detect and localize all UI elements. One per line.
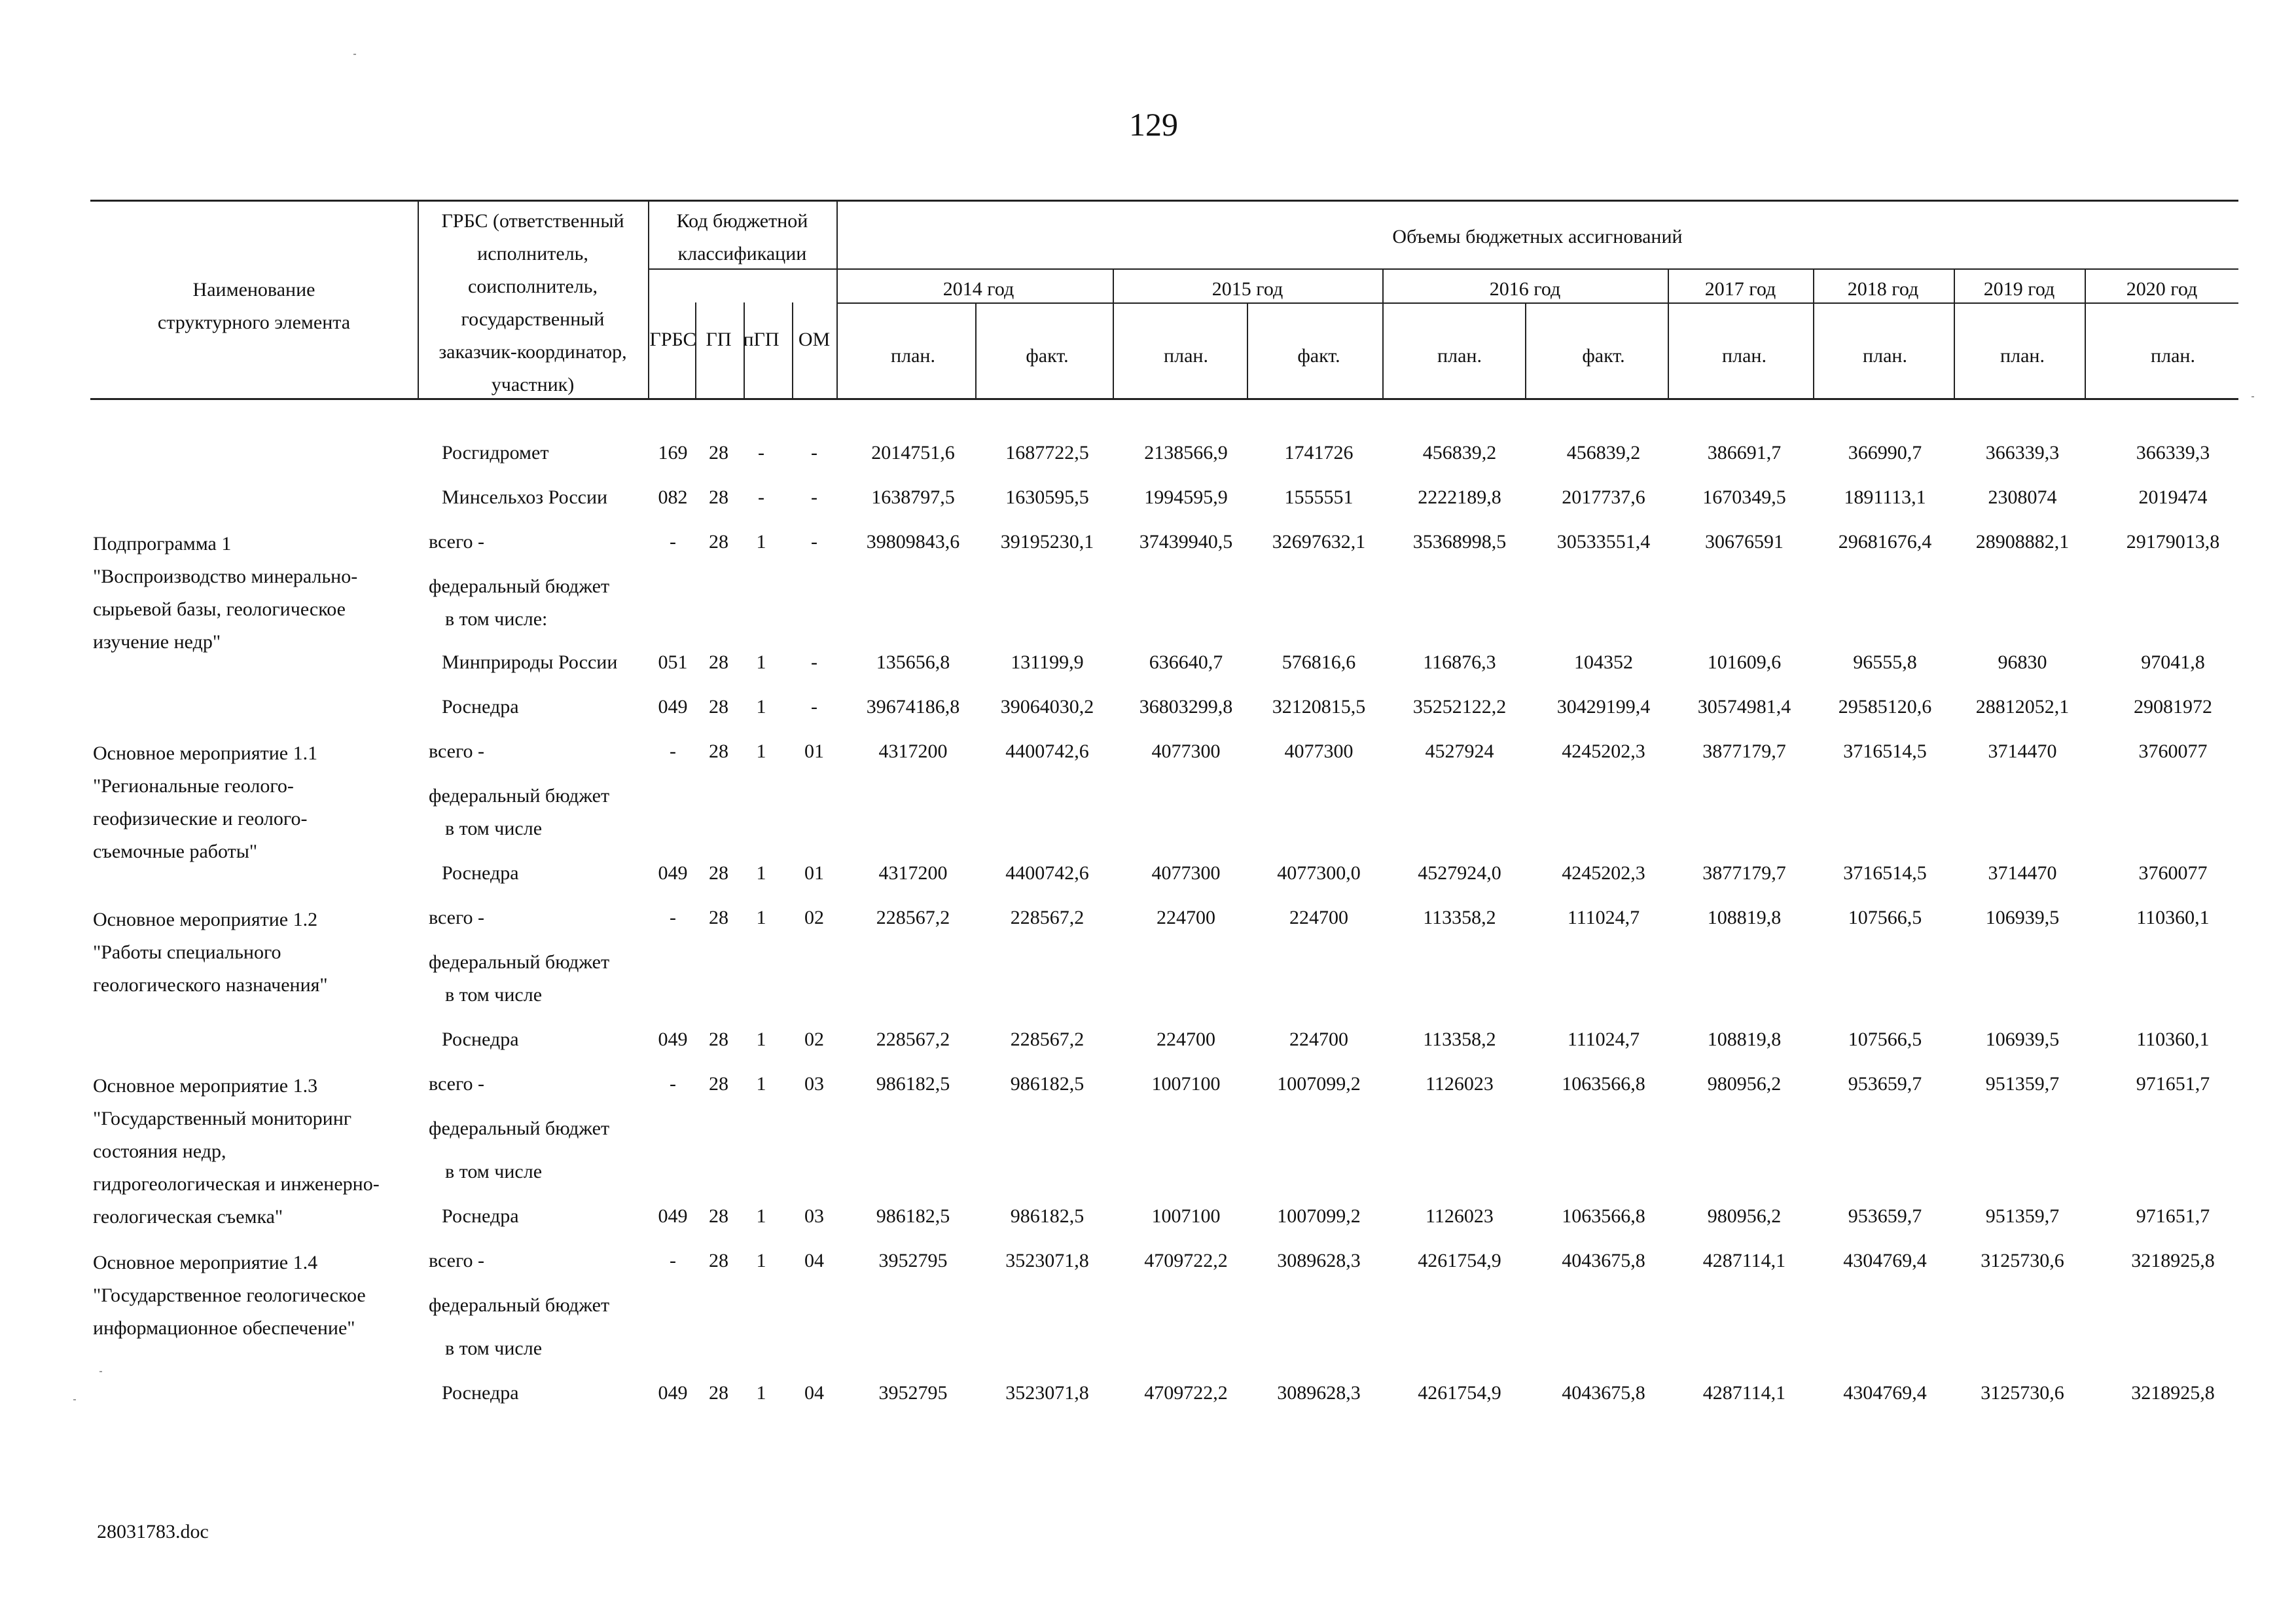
code-cell: 28 — [709, 907, 728, 928]
code-cell: 1 — [756, 740, 766, 762]
code-cell: 04 — [804, 1250, 824, 1271]
table-rule — [90, 200, 2238, 202]
grbs-cell: федеральный бюджет — [429, 785, 610, 807]
value-cell: 39195230,1 — [1000, 531, 1094, 553]
year-header: 2019 год — [1983, 278, 2055, 300]
code-cell: 051 — [658, 651, 688, 673]
value-cell: 1630595,5 — [1005, 486, 1089, 508]
value-cell: 224700 — [1289, 907, 1348, 928]
code-cell: 049 — [658, 1382, 688, 1404]
structural-element-name: Подпрограмма 1 — [93, 533, 232, 555]
year-header: 2018 год — [1847, 278, 1919, 300]
grbs-cell: Роснедра — [442, 1029, 519, 1050]
value-cell: 4043675,8 — [1562, 1382, 1645, 1404]
value-cell: 4317200 — [878, 740, 948, 762]
column-rule — [1954, 302, 1955, 398]
code-cell: - — [811, 442, 817, 464]
code-cell: 28 — [709, 1382, 728, 1404]
plan-fact-header: факт. — [1582, 345, 1625, 367]
value-cell: 32120815,5 — [1272, 696, 1366, 718]
code-cell: 049 — [658, 696, 688, 718]
value-cell: 1555551 — [1284, 486, 1354, 508]
header-label: структурного элемента — [157, 312, 351, 333]
code-cell: 1 — [756, 531, 766, 553]
grbs-cell: всего - — [429, 1250, 485, 1271]
value-cell: 4709722,2 — [1144, 1250, 1228, 1271]
value-cell: 110360,1 — [2136, 1029, 2210, 1050]
value-cell: 228567,2 — [1010, 1029, 1085, 1050]
column-rule — [1382, 302, 1384, 398]
value-cell: 3760077 — [2138, 862, 2208, 884]
header-label: соисполнитель, — [467, 276, 598, 297]
value-cell: 980956,2 — [1707, 1205, 1782, 1227]
value-cell: 366339,3 — [2136, 442, 2210, 464]
value-cell: 3877179,7 — [1702, 862, 1786, 884]
code-cell: 1 — [756, 1029, 766, 1050]
value-cell: 29585120,6 — [1838, 696, 1932, 718]
header-label: государственный — [461, 308, 605, 330]
structural-element-name: "Государственный мониторинг — [93, 1108, 352, 1129]
header-label: Наименование — [192, 279, 315, 301]
value-cell: 4304769,4 — [1843, 1382, 1927, 1404]
column-rule — [1668, 302, 1669, 398]
value-cell: 224700 — [1157, 907, 1215, 928]
code-cell: 28 — [709, 442, 728, 464]
code-cell: 28 — [709, 1029, 728, 1050]
structural-element-name: съемочные работы" — [93, 841, 258, 862]
code-cell: 28 — [709, 1205, 728, 1227]
header-label: классификации — [677, 243, 807, 264]
value-cell: 111024,7 — [1567, 907, 1640, 928]
value-cell: 1063566,8 — [1562, 1073, 1645, 1095]
value-cell: 29179013,8 — [2126, 531, 2220, 553]
grbs-cell: Роснедра — [442, 1382, 519, 1404]
grbs-cell: всего - — [429, 1073, 485, 1095]
value-cell: 2014751,6 — [871, 442, 955, 464]
value-cell: 107566,5 — [1848, 1029, 1922, 1050]
value-cell: 3125730,6 — [1981, 1250, 2064, 1271]
value-cell: 951359,7 — [1985, 1073, 2060, 1095]
structural-element-name: "Региональные геолого- — [93, 775, 294, 797]
code-cell: 1 — [756, 696, 766, 718]
year-header: 2020 год — [2126, 278, 2198, 300]
header-label: заказчик-координатор, — [439, 341, 627, 363]
value-cell: 4077300 — [1284, 740, 1354, 762]
value-cell: 986182,5 — [876, 1205, 950, 1227]
value-cell: 4304769,4 — [1843, 1250, 1927, 1271]
code-cell: 1 — [756, 1382, 766, 1404]
value-cell: 113358,2 — [1423, 907, 1496, 928]
code-cell: 049 — [658, 1205, 688, 1227]
value-cell: 228567,2 — [876, 907, 950, 928]
structural-element-name: геологического назначения" — [93, 974, 328, 996]
grbs-cell: федеральный бюджет — [429, 951, 610, 973]
value-cell: 111024,7 — [1567, 1029, 1640, 1050]
value-cell: 30429199,4 — [1556, 696, 1651, 718]
volumes-title: Объемы бюджетных ассигнований — [1392, 226, 1683, 247]
year-header: 2015 год — [1211, 278, 1283, 300]
code-cell: 28 — [709, 1250, 728, 1271]
code-cell: 02 — [804, 907, 824, 928]
value-cell: 108819,8 — [1707, 907, 1782, 928]
code-cell: 049 — [658, 862, 688, 884]
value-cell: 3714470 — [1988, 740, 2057, 762]
code-cell: 03 — [804, 1073, 824, 1095]
grbs-cell: в том числе: — [445, 608, 548, 630]
value-cell: 30574981,4 — [1697, 696, 1791, 718]
grbs-cell: Роснедра — [442, 696, 519, 718]
code-cell: 01 — [804, 740, 824, 762]
value-cell: 2308074 — [1988, 486, 2057, 508]
code-cell: 1 — [756, 907, 766, 928]
code-cell: - — [811, 651, 817, 673]
value-cell: 3218925,8 — [2131, 1250, 2215, 1271]
value-cell: 37439940,5 — [1139, 531, 1233, 553]
plan-fact-header: план. — [2000, 345, 2045, 367]
value-cell: 4077300 — [1151, 862, 1221, 884]
code-column-header: ОМ — [798, 329, 831, 350]
code-cell: 1 — [756, 651, 766, 673]
year-header: 2014 год — [942, 278, 1014, 300]
value-cell: 3952795 — [878, 1382, 948, 1404]
value-cell: 35368998,5 — [1412, 531, 1507, 553]
value-cell: 135656,8 — [876, 651, 950, 673]
grbs-cell: в том числе — [445, 1161, 543, 1182]
code-cell: 04 — [804, 1382, 824, 1404]
code-cell: - — [670, 1250, 676, 1271]
value-cell: 1741726 — [1284, 442, 1354, 464]
value-cell: 986182,5 — [1010, 1073, 1085, 1095]
plan-fact-header: план. — [1437, 345, 1482, 367]
value-cell: 2019474 — [2138, 486, 2208, 508]
code-cell: 169 — [658, 442, 688, 464]
header-label: исполнитель, — [477, 243, 588, 264]
plan-fact-header: план. — [891, 345, 935, 367]
value-cell: 4400742,6 — [1005, 862, 1089, 884]
code-cell: 1 — [756, 1205, 766, 1227]
code-cell: 28 — [709, 862, 728, 884]
value-cell: 107566,5 — [1848, 907, 1922, 928]
value-cell: 1007099,2 — [1277, 1073, 1361, 1095]
code-cell: - — [670, 907, 676, 928]
value-cell: 29681676,4 — [1838, 531, 1932, 553]
column-rule — [1382, 268, 1384, 302]
code-cell: 28 — [709, 1073, 728, 1095]
value-cell: 29081972 — [2134, 696, 2212, 718]
column-rule — [1247, 302, 1248, 398]
grbs-cell: Роснедра — [442, 862, 519, 884]
code-cell: 28 — [709, 486, 728, 508]
value-cell: 1126023 — [1426, 1073, 1494, 1095]
structural-element-name: состояния недр, — [93, 1140, 226, 1162]
value-cell: 2222189,8 — [1418, 486, 1501, 508]
table-rule — [836, 268, 2238, 270]
plan-fact-header: факт. — [1297, 345, 1340, 367]
code-cell: - — [670, 740, 676, 762]
value-cell: 4245202,3 — [1562, 740, 1645, 762]
value-cell: 3523071,8 — [1005, 1382, 1089, 1404]
value-cell: 4287114,1 — [1702, 1250, 1786, 1271]
code-cell: 28 — [709, 696, 728, 718]
value-cell: 106939,5 — [1985, 907, 2060, 928]
code-cell: 1 — [756, 1073, 766, 1095]
grbs-cell: в том числе — [445, 818, 543, 839]
plan-fact-header: план. — [1863, 345, 1907, 367]
value-cell: 980956,2 — [1707, 1073, 1782, 1095]
code-cell: 049 — [658, 1029, 688, 1050]
grbs-cell: в том числе — [445, 984, 543, 1006]
value-cell: 1994595,9 — [1144, 486, 1228, 508]
value-cell: 1007100 — [1151, 1205, 1221, 1227]
code-cell: 28 — [709, 531, 728, 553]
value-cell: 4317200 — [878, 862, 948, 884]
structural-element-name: Основное мероприятие 1.3 — [93, 1075, 318, 1097]
value-cell: 4245202,3 — [1562, 862, 1645, 884]
code-cell: 28 — [709, 740, 728, 762]
value-cell: 30676591 — [1705, 531, 1784, 553]
value-cell: 116876,3 — [1423, 651, 1496, 673]
value-cell: 2138566,9 — [1144, 442, 1228, 464]
code-cell: - — [758, 486, 764, 508]
value-cell: 228567,2 — [876, 1029, 950, 1050]
value-cell: 28812052,1 — [1975, 696, 2070, 718]
code-column-header: ГРБС — [649, 329, 696, 350]
code-cell: 1 — [756, 1250, 766, 1271]
value-cell: 636640,7 — [1149, 651, 1223, 673]
value-cell: 4261754,9 — [1418, 1382, 1501, 1404]
value-cell: 366339,3 — [1985, 442, 2060, 464]
value-cell: 96555,8 — [1853, 651, 1917, 673]
value-cell: 951359,7 — [1985, 1205, 2060, 1227]
year-header: 2016 год — [1489, 278, 1561, 300]
value-cell: 4043675,8 — [1562, 1250, 1645, 1271]
column-rule — [1813, 302, 1814, 398]
value-cell: 953659,7 — [1848, 1205, 1922, 1227]
structural-element-name: изучение недр" — [93, 631, 221, 653]
year-header: 2017 год — [1704, 278, 1776, 300]
value-cell: 953659,7 — [1848, 1073, 1922, 1095]
code-column-header: пГП — [743, 329, 780, 350]
value-cell: 39809843,6 — [866, 531, 960, 553]
value-cell: 3877179,7 — [1702, 740, 1786, 762]
value-cell: 3523071,8 — [1005, 1250, 1089, 1271]
value-cell: 30533551,4 — [1556, 531, 1651, 553]
structural-element-name: "Работы специального — [93, 941, 281, 963]
value-cell: 110360,1 — [2136, 907, 2210, 928]
structural-element-name: Основное мероприятие 1.4 — [93, 1252, 318, 1273]
grbs-cell: федеральный бюджет — [429, 575, 610, 597]
grbs-cell: Роснедра — [442, 1205, 519, 1227]
value-cell: 1007100 — [1151, 1073, 1221, 1095]
code-column-header: ГП — [706, 329, 732, 350]
structural-element-name: "Воспроизводство минерально- — [93, 566, 358, 587]
code-cell: 1 — [756, 862, 766, 884]
value-cell: 1126023 — [1426, 1205, 1494, 1227]
structural-element-name: "Государственное геологическое — [93, 1285, 366, 1306]
value-cell: 4527924 — [1425, 740, 1494, 762]
value-cell: 224700 — [1289, 1029, 1348, 1050]
structural-element-name: гидрогеологическая и инженерно- — [93, 1173, 380, 1195]
value-cell: 1638797,5 — [871, 486, 955, 508]
value-cell: 3716514,5 — [1843, 740, 1927, 762]
scan-speck — [73, 1399, 76, 1400]
grbs-cell: Росгидромет — [442, 442, 549, 464]
value-cell: 4709722,2 — [1144, 1382, 1228, 1404]
value-cell: 3952795 — [878, 1250, 948, 1271]
footer-filename: 28031783.doc — [97, 1521, 209, 1542]
value-cell: 456839,2 — [1422, 442, 1497, 464]
value-cell: 1063566,8 — [1562, 1205, 1645, 1227]
value-cell: 4261754,9 — [1418, 1250, 1501, 1271]
value-cell: 39064030,2 — [1000, 696, 1094, 718]
value-cell: 986182,5 — [1010, 1205, 1085, 1227]
value-cell: 4287114,1 — [1702, 1382, 1786, 1404]
code-cell: 02 — [804, 1029, 824, 1050]
value-cell: 1891113,1 — [1844, 486, 1926, 508]
header-label: участник) — [491, 374, 575, 395]
grbs-cell: всего - — [429, 531, 485, 553]
value-cell: 986182,5 — [876, 1073, 950, 1095]
value-cell: 101609,6 — [1707, 651, 1782, 673]
grbs-cell: всего - — [429, 740, 485, 762]
code-cell: - — [670, 531, 676, 553]
value-cell: 2017737,6 — [1562, 486, 1645, 508]
code-cell: 082 — [658, 486, 688, 508]
value-cell: 3760077 — [2138, 740, 2208, 762]
grbs-cell: федеральный бюджет — [429, 1118, 610, 1139]
code-cell: - — [811, 486, 817, 508]
value-cell: 1007099,2 — [1277, 1205, 1361, 1227]
value-cell: 106939,5 — [1985, 1029, 2060, 1050]
value-cell: 3089628,3 — [1277, 1250, 1361, 1271]
value-cell: 32697632,1 — [1272, 531, 1366, 553]
structural-element-name: Основное мероприятие 1.2 — [93, 909, 318, 930]
structural-element-name: информационное обеспечение" — [93, 1317, 355, 1339]
column-rule — [1113, 268, 1114, 302]
code-cell: - — [670, 1073, 676, 1095]
plan-fact-header: план. — [1164, 345, 1208, 367]
value-cell: 1670349,5 — [1702, 486, 1786, 508]
plan-fact-header: факт. — [1026, 345, 1069, 367]
grbs-cell: федеральный бюджет — [429, 1294, 610, 1316]
value-cell: 4077300 — [1151, 740, 1221, 762]
value-cell: 224700 — [1157, 1029, 1215, 1050]
value-cell: 3089628,3 — [1277, 1382, 1361, 1404]
value-cell: 576816,6 — [1282, 651, 1356, 673]
value-cell: 96830 — [1998, 651, 2047, 673]
page-number: 129 — [1129, 106, 1178, 143]
grbs-cell: в том числе — [445, 1338, 543, 1359]
value-cell: 113358,2 — [1423, 1029, 1496, 1050]
structural-element-name: сырьевой базы, геологическое — [93, 598, 346, 620]
code-cell: 01 — [804, 862, 824, 884]
grbs-cell: Минприроды России — [442, 651, 618, 673]
value-cell: 4077300,0 — [1277, 862, 1361, 884]
value-cell: 4400742,6 — [1005, 740, 1089, 762]
value-cell: 104352 — [1574, 651, 1633, 673]
value-cell: 97041,8 — [2141, 651, 2205, 673]
value-cell: 28908882,1 — [1975, 531, 2070, 553]
grbs-cell: Минсельхоз России — [442, 486, 608, 508]
structural-element-name: геофизические и геолого- — [93, 808, 308, 830]
scan-speck — [353, 54, 356, 55]
plan-fact-header: план. — [1722, 345, 1767, 367]
value-cell: 971651,7 — [2136, 1073, 2210, 1095]
value-cell: 4527924,0 — [1418, 862, 1501, 884]
column-rule — [1525, 302, 1526, 398]
value-cell: 386691,7 — [1707, 442, 1782, 464]
value-cell: 3716514,5 — [1843, 862, 1927, 884]
code-cell: - — [758, 442, 764, 464]
value-cell: 456839,2 — [1566, 442, 1641, 464]
grbs-cell: всего - — [429, 907, 485, 928]
value-cell: 228567,2 — [1010, 907, 1085, 928]
value-cell: 108819,8 — [1707, 1029, 1782, 1050]
code-cell: 28 — [709, 651, 728, 673]
value-cell: 3714470 — [1988, 862, 2057, 884]
value-cell: 35252122,2 — [1412, 696, 1507, 718]
value-cell: 3125730,6 — [1981, 1382, 2064, 1404]
value-cell: 971651,7 — [2136, 1205, 2210, 1227]
code-cell: - — [811, 696, 817, 718]
column-rule — [1113, 302, 1114, 398]
column-rule — [975, 302, 977, 398]
value-cell: 366990,7 — [1848, 442, 1922, 464]
value-cell: 3218925,8 — [2131, 1382, 2215, 1404]
value-cell: 36803299,8 — [1139, 696, 1233, 718]
structural-element-name: геологическая съемка" — [93, 1206, 283, 1228]
header-label: Код бюджетной — [676, 210, 808, 232]
value-cell: 131199,9 — [1011, 651, 1084, 673]
value-cell: 1687722,5 — [1005, 442, 1089, 464]
column-rule — [2085, 302, 2086, 398]
scan-speck — [99, 1371, 102, 1372]
structural-element-name: Основное мероприятие 1.1 — [93, 742, 318, 764]
code-cell: 03 — [804, 1205, 824, 1227]
value-cell: 39674186,8 — [866, 696, 960, 718]
plan-fact-header: план. — [2151, 345, 2195, 367]
header-label: ГРБС (ответственный — [441, 210, 624, 232]
scan-speck — [2251, 396, 2254, 397]
code-cell: - — [811, 531, 817, 553]
